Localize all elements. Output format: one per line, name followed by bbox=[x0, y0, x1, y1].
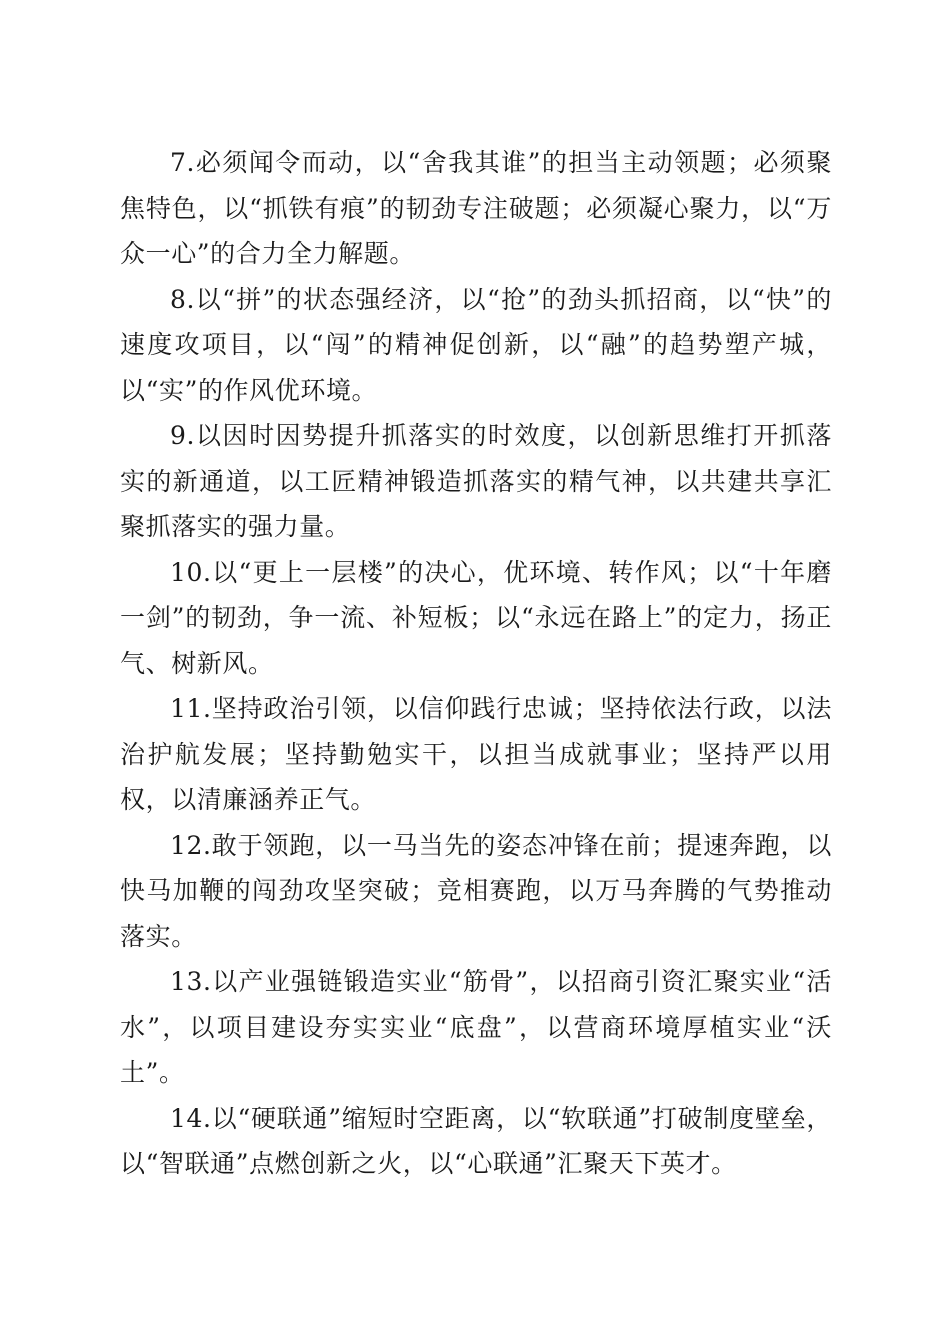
paragraph-8: 8.以“拼”的状态强经济，以“抢”的劲头抓招商，以“快”的速度攻项目，以“闯”的精神促创新，以“融”的趋势塑产城，以“实”的作风优环境。 bbox=[120, 284, 832, 405]
document-body bbox=[120, 140, 832, 1187]
paragraph-10: 10.以“更上一层楼”的决心，优环境、转作风；以“十年磨一剑”的韧劲，争一流、补短板；以“永远在路上”的定力，扬正气、树新风。 bbox=[120, 557, 832, 678]
paragraph-11: 11.坚持政治引领，以信仰践行忠诚；坚持依法行政，以法治护航发展；坚持勤勉实干，以担当成就事业；坚持严以用权，以清廉涵养正气。 bbox=[120, 694, 832, 814]
paragraph-7: 7.必须闻令而动，以“舍我其谁”的担当主动领题；必须聚焦特色，以“抓铁有痕”的韧劲专注破题；必须凝心聚力，以“万众一心”的合力全力解题。 bbox=[120, 148, 832, 268]
paragraph-12: 12.敢于领跑，以一马当先的姿态冲锋在前；提速奔跑，以快马加鞭的闯劲攻坚突破；竞相赛跑，以万马奔腾的气势推动落实。 bbox=[120, 830, 832, 951]
paragraph-9: 9.以因时因势提升抓落实的时效度，以创新思维打开抓落实的新通道，以工匠精神锻造抓落实的精气神，以共建共享汇聚抓落实的强力量。 bbox=[120, 421, 832, 541]
paragraph-13: 13.以产业强链锻造实业“筋骨”，以招商引资汇聚实业“活水”，以项目建设夯实实业“底盘”，以营商环境厚植实业“沃土”。 bbox=[120, 967, 832, 1087]
paragraph-14: 14.以“硬联通”缩短时空距离，以“软联通”打破制度壁垒，以“智联通”点燃创新之火，以“心联通”汇聚天下英才。 bbox=[120, 1103, 832, 1178]
